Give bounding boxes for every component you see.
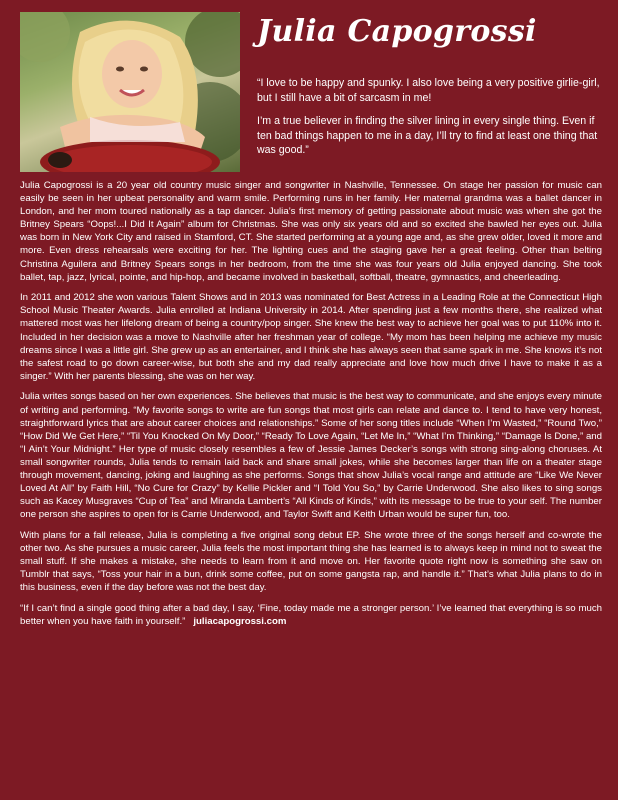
bio-paragraph-4: With plans for a fall release, Julia is completing a five original song debut EP. She wrote three of the songs herself and co-wrote the other two. As she pursues a music career, Julia feels the most important thing she has learned is to always keep in mind not to sweat the small stuff. If she makes a mistake, she needs to learn from it and move on. Her favorite quote right now is something she saw on Tumblr that says, “Toss your hair in a bun, drink some coffee, put on some gangsta rap, and handle it.” That’s what Julia plans to do in this business, even if the day before was not the best day. [20, 529, 602, 594]
closing-quote-text: “If I can’t find a single good thing after a bad day, I say, ‘Fine, today made me a stronger person.’ I’ve learned that everything is so much better when you have faith in yourself.” [20, 602, 602, 627]
bio-paragraph-3: Julia writes songs based on her own experiences. She believes that music is the best way to communicate, and she enjoys every minute of writing and performing. “My favorite songs to write are fun songs that most girls can relate and dance to. I tend to have very honest, straightforward lyrics that are about career choices and relationships.” Some of her song titles include “When I’m Wasted,” “Round Two,” “How Did We Get Here,” “Til You Knocked On My Door,” “Ready To Love Again, “Let Me In,” “What I’m Thinking,” “Damage Is Done,” and “I Ain’t Your Midnight.” Her type of music closely resembles a few of Jessie James Decker’s songs with strong sing-along choruses. At small songwriter rounds, Julia tends to remain laid back and share small jokes, while she becomes larger than life on a theater stage through movement, dancing, joking and laughing as she performs. Songs that show Julia’s vocal range and attitude are “Like We Never Loved At All” by Faith Hill, “No Cure for Crazy” by Kellie Pickler and “I Told You So,” by Carrie Underwood. She also likes to sing songs such as Kacey Musgraves “Cup of Tea” and Miranda Lambert’s “All Kinds of Kinds,” with its message to be true to your self. The number one person she aspires to open for is Carrie Underwood, and Taylor Swift and Keith Urban would be super fun, too. [20, 391, 602, 521]
bio-paragraph-2: In 2011 and 2012 she won various Talent Shows and in 2013 was nominated for Best Actress in a Leading Role at the Connecticut High School Music Theater Awards. Julia enrolled at Indiana University in 2014. After spending just a few months there, she realized what mattered most was her lifelong dream of being a country/pop singer. She knew the best way to achieve her goal was to put 110% into it. Included in her decision was a move to Nashville after her freshman year of college. “My mom has been helping me achieve my music dreams since I was a little girl. She grew up as an entertainer, and I think she has always seen that same spark in me. She knows it’s not the safest road to go down career-wise, but both she and my dad really appreciate and love how much drive I have to make it as a singer.” With her parents blessing, she was on her way. [20, 292, 602, 382]
portrait-image [20, 12, 240, 172]
closing-quote [20, 602, 602, 628]
artist-photo [20, 12, 240, 172]
website-link[interactable]: juliacapogrossi.com [193, 615, 287, 627]
header-quote-2: I’m a true believer in finding the silver lining in every single thing. Even if ten bad things happen to me in a day, I’ll try to find at least one thing that was good.” [257, 115, 598, 156]
bio-paragraph-1: Julia Capogrossi is a 20 year old country music singer and songwriter in Nashville, Tennessee. On stage her passion for music can easily be seen in her upbeat personality and warm smile. Performing runs in her family. Her maternal grandma was a ballet dancer in London, and her mom toured nationally as a tap dancer. Julia’s first memory of getting passionate about music was when she got the Britney Spears “Oops!...I Did It Again” album for Christmas. She was only six years old and so excited she bawled her eyes out. Julia was born in New York City and raised in Stamford, CT. She started performing at a young age and, as she grew older, loved it more and more. Even dress rehearsals were exciting for her. The lighting cues and the staging gave her a great feeling. Other than belting Christina Aguilera and Britney Spears songs in her bedroom, from the time she was four years old Julia enjoyed dancing. She took ballet, tap, jazz, lyrical, pointe, and hip-hop, and became involved in basketball, softball, theatre, gymnastics, and cheerleading. [20, 180, 602, 283]
artist-name-title: Julia Capogrossi [257, 14, 537, 49]
header-quote-1: “I love to be happy and spunky. I also love being a very positive girlie-girl, but I still have a bit of sarcasm in me! [257, 77, 600, 104]
biography-body [20, 179, 602, 636]
